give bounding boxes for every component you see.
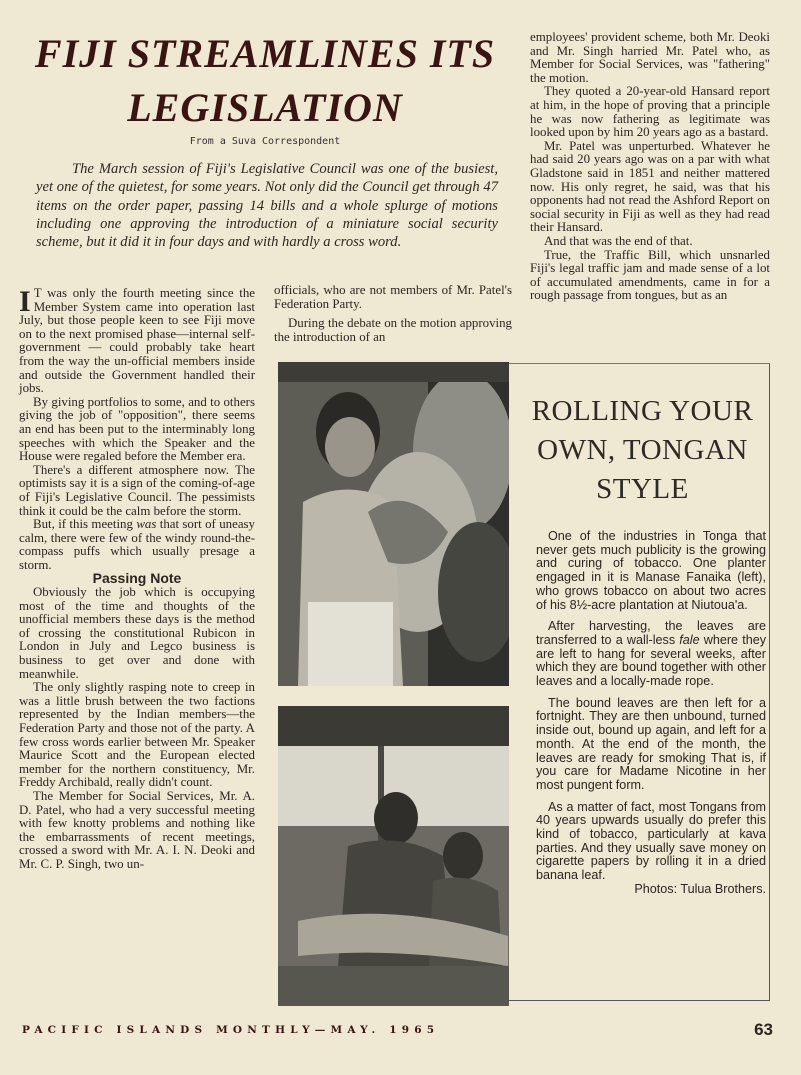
drop-cap: I <box>19 285 31 318</box>
paragraph: There's a different atmosphere now. The optimists say it is a sign of the coming-of-age of Fiji's Legislative Council. The pessimists think it could be the calm before the storm. <box>19 462 255 518</box>
photo-tobacco-fale <box>278 706 509 1006</box>
headline-line-1: FIJI STREAMLINES ITS <box>34 31 496 76</box>
paragraph: After harvesting, the leaves are transferred to a wall-less fale where they are left to hang for several weeks, after which they are bound together with other leaves and a locally-made rope. <box>536 619 766 689</box>
fale-photo-image <box>278 706 509 1006</box>
paragraph: The only slightly rasping note to creep in was a little brush between the two factions represented by the Indian members—the Federation Party and those not of the party. A few cross words earlier between Mr. Speaker Maurice Scott and the European elected member for the northern constituency, Mr. Freddy Archibald, really didn't count. <box>19 680 255 790</box>
sidebar-title: ROLLING YOUR OWN, TONGAN STYLE <box>531 395 754 505</box>
paragraph: One of the industries in Tonga that never gets much publicity is the growing and curing of tobacco. One planter engaged in it is Manase Fanaika (left), who grows tobacco on about two acres of his 8½-acre plantation at Niutoua'a. <box>536 529 766 612</box>
photo-credit: Photos: Tulua Brothers. <box>634 881 766 896</box>
byline: From a Suva Correspondent <box>189 136 341 147</box>
paragraph: True, the Traffic Bill, which unsnarled Fiji's legal traffic jam and made sense of a lot of accumulated amendments, came in for a rough passage from tongues, but as an <box>530 247 770 303</box>
paragraph: Obviously the job which is occupying most of the time and thoughts of the unofficial members these days is the method of crossing the constitutional Rubicon in London in July and Legco business is business to get over and done with meanwhile. <box>19 585 255 681</box>
photo-tobacco-planter <box>278 362 509 686</box>
paragraph: And that was the end of that. <box>544 233 693 248</box>
paragraph: I T was only the fourth meeting since the Member System came into operation last July, but those people keen to see Fiji move on to the next promised phase—internal self-government — could probably take heart from the way the un-official members inside and outside the Government handled their jobs. <box>19 285 255 396</box>
article-column-2 <box>274 284 512 344</box>
subheading: Passing Note <box>92 570 182 587</box>
paragraph: As a matter of fact, most Tongans from 40 years upwards usually do prefer this kind of tobacco, particularly at kava parties. And they usually save money on cigarette papers by rolling it in a dried banana leaf. <box>536 799 766 883</box>
standfirst: The March session of Fiji's Legislative Council was one of the busiest, yet one of the quietest, for some years. Not only did the Council get through 47 items on the order paper, passing 14 bills and a whole splurge of motions including one approving the introduction of a miniature social security scheme, but it did it in four days and with hardly a cross word. <box>36 161 498 251</box>
paragraph: The Member for Social Services, Mr. A. D. Patel, who had a very successful meeting with few knotty problems and nothing like the embarrassments of recent meetings, crossed a sword with Mr. A. I. N. Deoki and Mr. C. P. Singh, two un- <box>19 788 255 871</box>
paragraph: During the debate on the motion approving the introduction of an <box>274 316 512 344</box>
paragraph: They quoted a 20-year-old Hansard report at him, in the hope of proving that a principle he was now fathering as legitimate was looked upon by him 20 years ago as a bastard. <box>530 84 770 140</box>
paragraph: officials, who are not members of Mr. Patel's Federation Party. <box>274 283 512 311</box>
page-number: 63 <box>754 1020 773 1039</box>
paragraph: Mr. Patel was unperturbed. Whatever he had said 20 years ago was on a par with what Gladstone said in 1851 and neither mattered now. His only regret, he said, was that his opponents had not read the Ashford Report on social security in Fiji as well as they had read their Hansard. <box>530 138 770 235</box>
paragraph: The bound leaves are then left for a fortnight. They are then unbound, turned inside out, bound up again, and left for a month. At the end of the month, the leaves are ready for smoking That is, if you care for Madame Nicotine in her most pungent form. <box>536 695 766 792</box>
article-column-1 <box>19 287 255 872</box>
paragraph: employees' provident scheme, both Mr. Deoki and Mr. Singh harried Mr. Patel who, as Member for Social Services, was "fathering" the motion. <box>530 30 770 85</box>
sidebar-text <box>536 530 766 905</box>
article-column-3 <box>530 31 770 303</box>
planter-photo-image <box>278 362 509 686</box>
footer-publication: PACIFIC ISLANDS MONTHLY—MAY. 1965 <box>22 1024 440 1036</box>
headline-line-2: LEGISLATION <box>127 85 403 130</box>
paragraph: By giving portfolios to some, and to others giving the job of "opposition", there seems an end has been put to the interminably long speeches with which the Speaker and the House were regaled before the Member era. <box>19 394 255 464</box>
paragraph: But, if this meeting was that sort of uneasy calm, there were few of the windy round-the-compass puffs which usually presage a storm. <box>19 517 256 572</box>
